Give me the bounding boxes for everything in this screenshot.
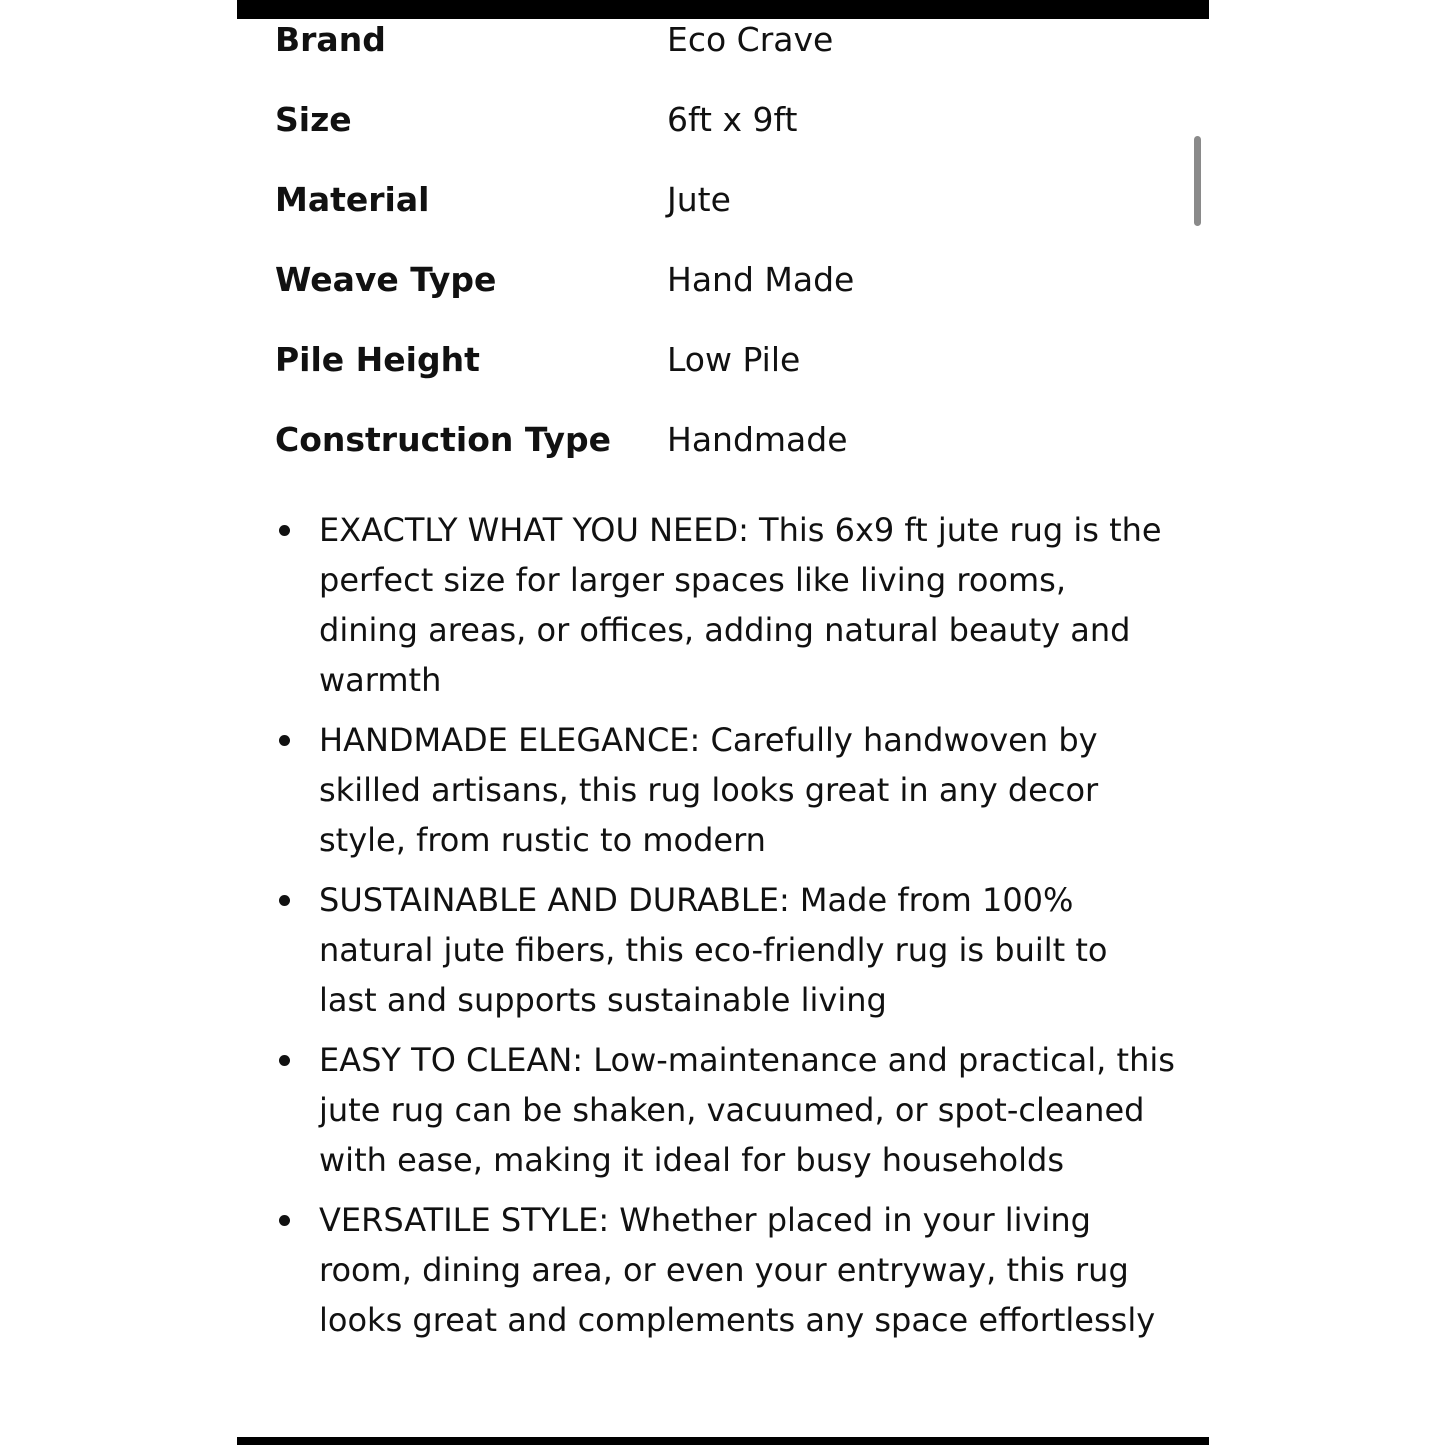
feature-text: EXACTLY WHAT YOU NEED: This 6x9 ft jute rug is the perfect size for larger spaces like living rooms, dining areas, or offices, adding natural beauty and warmth (319, 511, 1162, 699)
bullet-icon (279, 525, 290, 536)
spec-value: Low Pile (667, 340, 801, 379)
spec-value: Eco Crave (667, 20, 834, 59)
spec-row-weave-type (275, 240, 1155, 320)
spec-label: Size (275, 100, 352, 139)
spec-label: Material (275, 180, 430, 219)
feature-text: HANDMADE ELEGANCE: Carefully handwoven by skilled artisans, this rug looks great in any decor style, from rustic to modern (319, 721, 1099, 859)
bottom-edge-bar (237, 1437, 1209, 1445)
bullet-icon (279, 1055, 290, 1066)
spec-value: Handmade (667, 420, 848, 459)
spec-row-construction-type (275, 400, 1155, 480)
bullet-icon (279, 1215, 290, 1226)
spec-label: Construction Type (275, 420, 611, 459)
product-details-screen (237, 0, 1209, 1445)
feature-bullet-list (275, 505, 1175, 1355)
spec-row-material (275, 160, 1155, 240)
feature-text: EASY TO CLEAN: Low-maintenance and practical, this jute rug can be shaken, vacuumed, or spot-cleaned with ease, making it ideal for busy households (319, 1041, 1175, 1179)
spec-row-pile-height (275, 320, 1155, 400)
feature-text: VERSATILE STYLE: Whether placed in your living room, dining area, or even your entryway, this rug looks great and complements any space effortlessly (319, 1201, 1156, 1339)
bullet-icon (279, 735, 290, 746)
spec-value: Hand Made (667, 260, 855, 299)
list-item (275, 1195, 1175, 1345)
product-spec-table (275, 0, 1155, 480)
list-item (275, 715, 1175, 865)
spec-row-brand (275, 0, 1155, 80)
scrollbar-thumb[interactable] (1194, 136, 1201, 226)
feature-text: SUSTAINABLE AND DURABLE: Made from 100% natural jute fibers, this eco-friendly rug is built to last and supports sustainable living (319, 881, 1108, 1019)
bullet-icon (279, 895, 290, 906)
list-item (275, 1035, 1175, 1185)
spec-label: Weave Type (275, 260, 497, 299)
spec-label: Brand (275, 20, 386, 59)
spec-value: Jute (667, 180, 731, 219)
list-item (275, 875, 1175, 1025)
spec-label: Pile Height (275, 340, 480, 379)
list-item (275, 505, 1175, 705)
spec-value: 6ft x 9ft (667, 100, 798, 139)
spec-row-size (275, 80, 1155, 160)
